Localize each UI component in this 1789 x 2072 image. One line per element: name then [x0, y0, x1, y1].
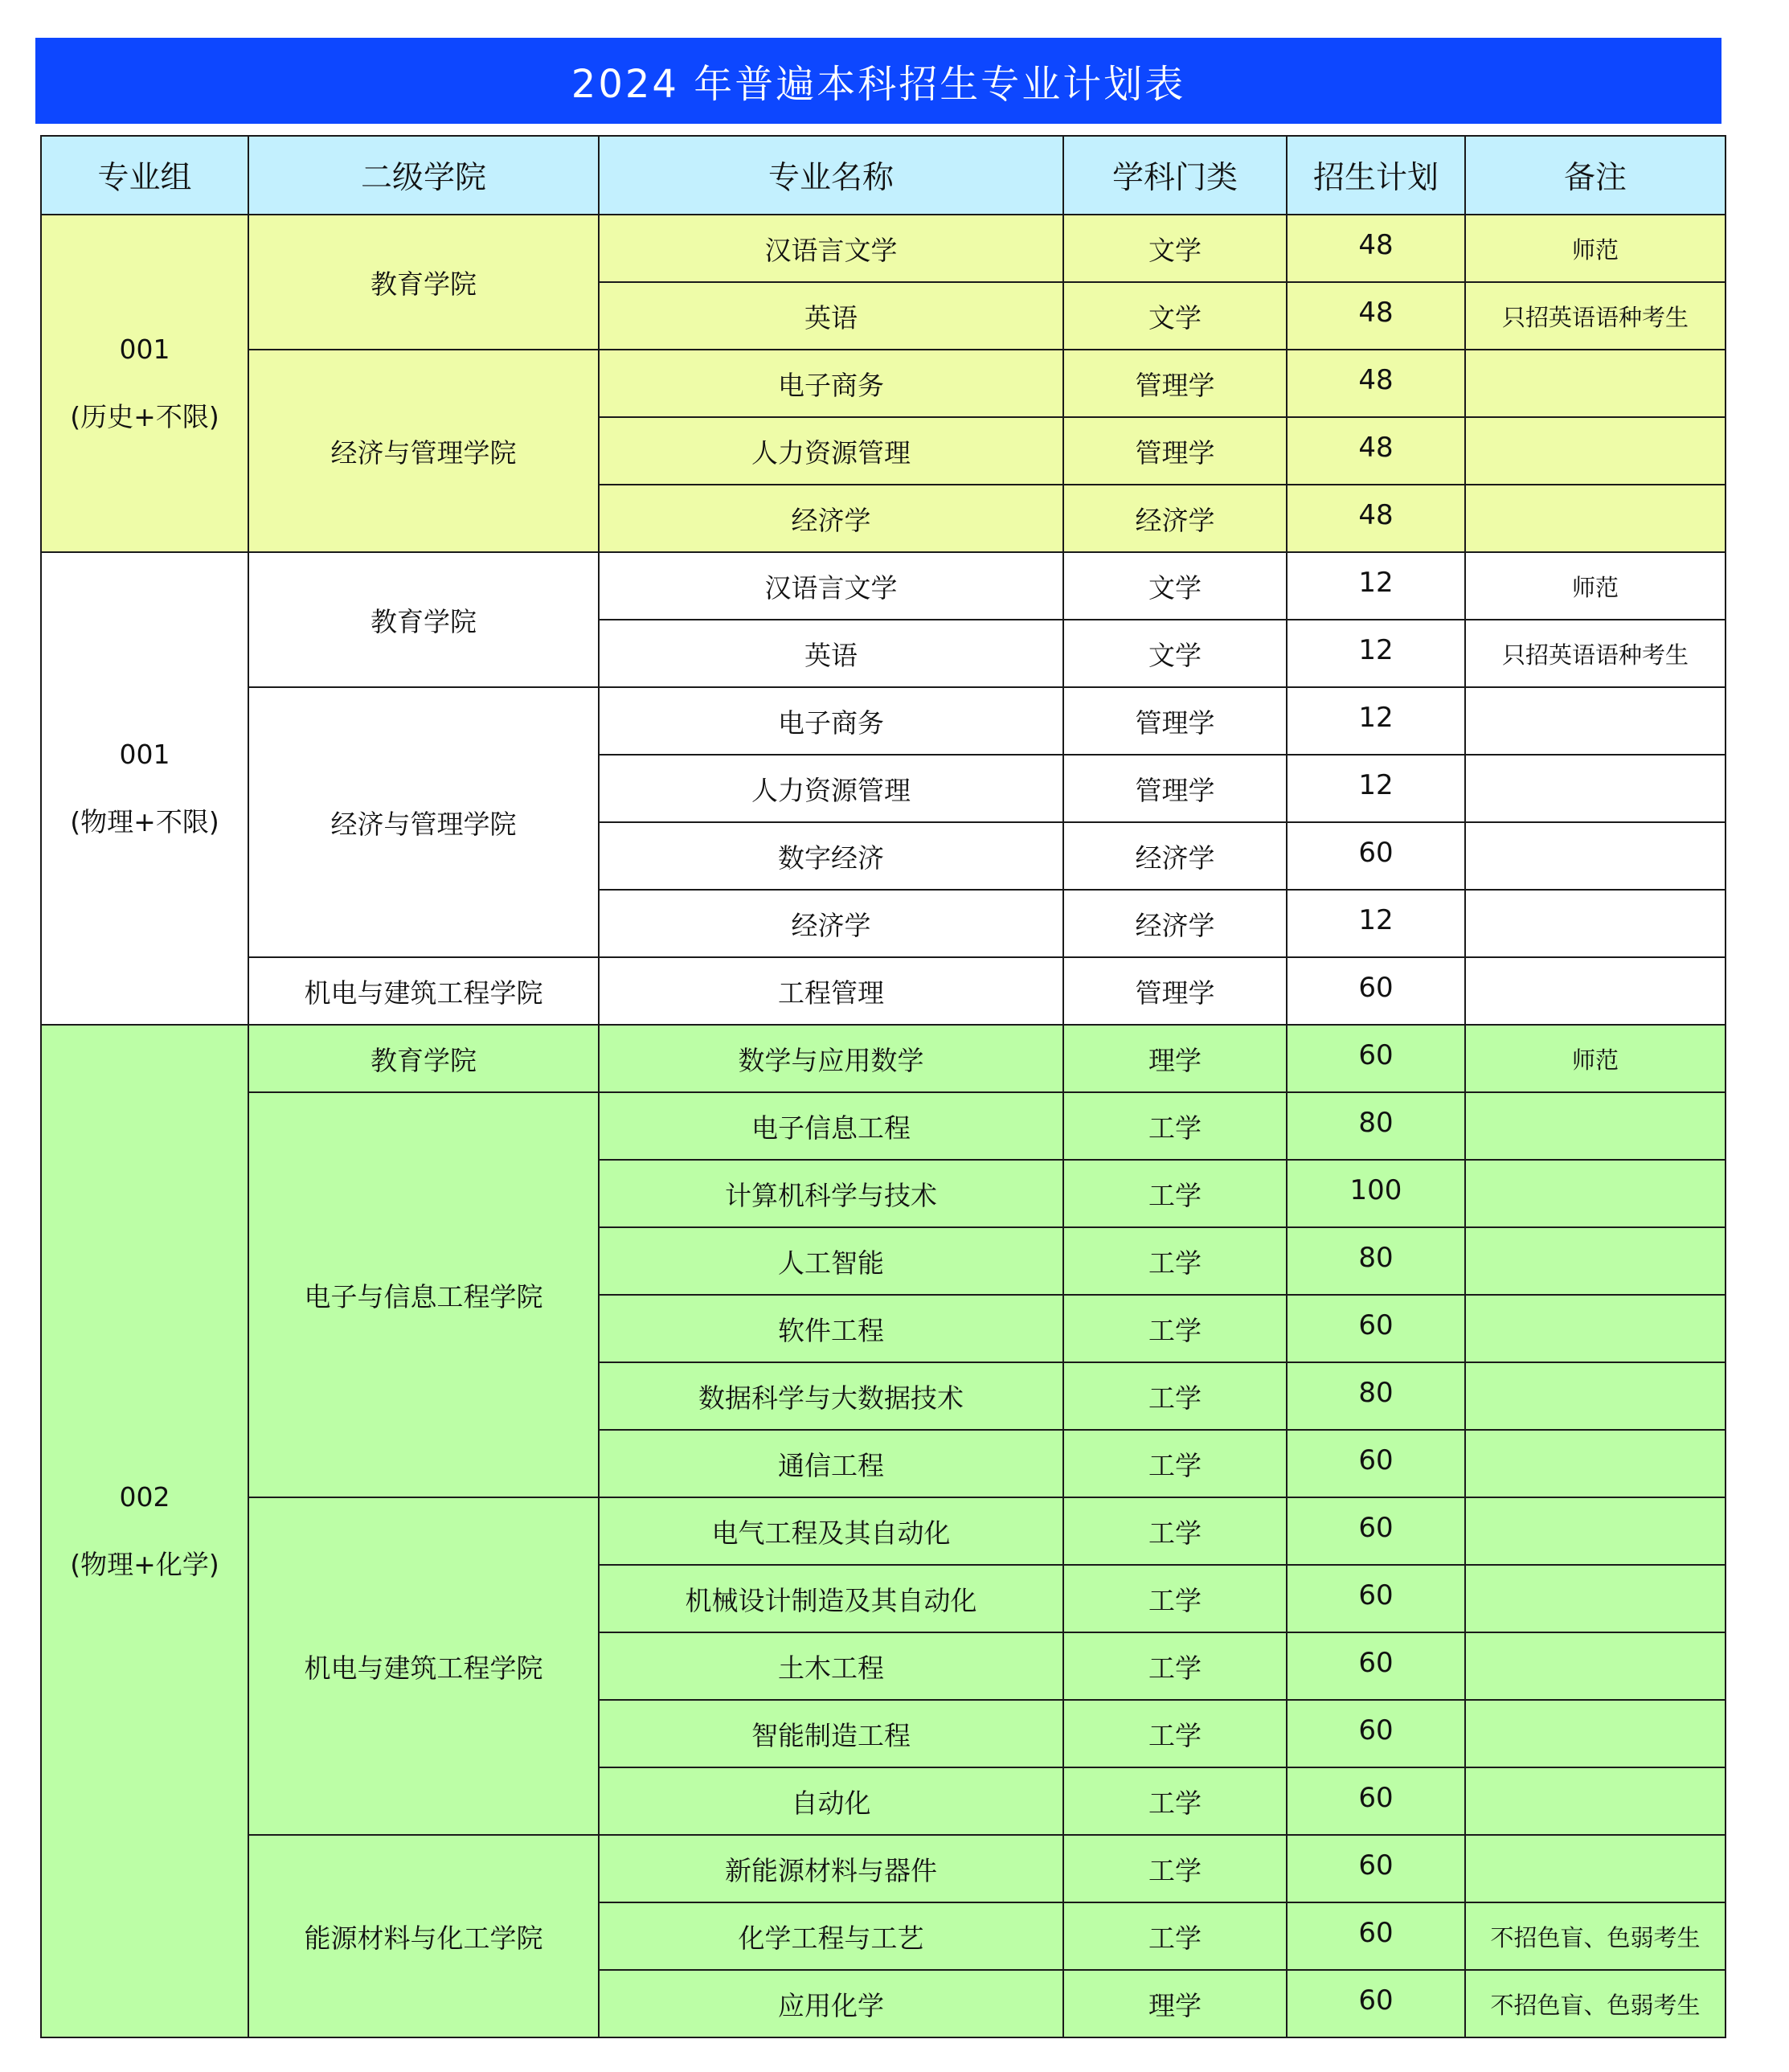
plan-count-cell: 60: [1287, 1700, 1465, 1767]
note-cell: 师范: [1465, 215, 1726, 282]
major-name-cell: 智能制造工程: [599, 1700, 1063, 1767]
note-cell: [1465, 822, 1726, 890]
plan-count-cell: 60: [1287, 1565, 1465, 1632]
category-cell: 管理学: [1063, 417, 1287, 485]
table-header-row: [41, 136, 1726, 215]
plan-count-cell: 12: [1287, 687, 1465, 755]
category-cell: 工学: [1063, 1632, 1287, 1700]
major-name-cell: 英语: [599, 282, 1063, 350]
table-row: [41, 350, 1726, 417]
major-name-cell: 通信工程: [599, 1430, 1063, 1497]
header-major: 专业名称: [599, 136, 1063, 215]
plan-count-cell: 60: [1287, 1295, 1465, 1362]
plan-count-cell: 60: [1287, 1970, 1465, 2037]
plan-count-cell: 80: [1287, 1092, 1465, 1160]
college-cell: 教育学院: [248, 215, 599, 350]
group-subjects: (物理+不限): [70, 806, 219, 837]
category-cell: 工学: [1063, 1160, 1287, 1227]
note-cell: [1465, 1295, 1726, 1362]
group-subjects: (物理+化学): [70, 1549, 219, 1580]
table-row: [41, 687, 1726, 755]
plan-count-cell: 48: [1287, 485, 1465, 552]
category-cell: 工学: [1063, 1835, 1287, 1902]
note-cell: 师范: [1465, 552, 1726, 620]
category-cell: 文学: [1063, 215, 1287, 282]
college-cell: 经济与管理学院: [248, 350, 599, 552]
category-cell: 经济学: [1063, 822, 1287, 890]
plan-count-cell: 60: [1287, 822, 1465, 890]
plan-count-cell: 100: [1287, 1160, 1465, 1227]
group-cell: [41, 552, 248, 1025]
major-name-cell: 汉语言文学: [599, 215, 1063, 282]
major-name-cell: 机械设计制造及其自动化: [599, 1565, 1063, 1632]
category-cell: 经济学: [1063, 890, 1287, 957]
plan-count-cell: 60: [1287, 957, 1465, 1025]
major-name-cell: 应用化学: [599, 1970, 1063, 2037]
major-name-cell: 人力资源管理: [599, 417, 1063, 485]
group-code: 001: [119, 334, 170, 365]
group-code: 002: [119, 1481, 170, 1513]
table-row: [41, 1025, 1726, 1092]
category-cell: 文学: [1063, 620, 1287, 687]
college-cell: 能源材料与化工学院: [248, 1835, 599, 2037]
major-name-cell: 新能源材料与器件: [599, 1835, 1063, 1902]
category-cell: 理学: [1063, 1970, 1287, 2037]
plan-count-cell: 60: [1287, 1025, 1465, 1092]
header-note: 备注: [1465, 136, 1726, 215]
major-name-cell: 数据科学与大数据技术: [599, 1362, 1063, 1430]
note-cell: [1465, 687, 1726, 755]
plan-count-cell: 60: [1287, 1497, 1465, 1565]
group-cell: [41, 215, 248, 552]
category-cell: 工学: [1063, 1092, 1287, 1160]
major-name-cell: 电子商务: [599, 350, 1063, 417]
header-group: 专业组: [41, 136, 248, 215]
college-cell: 机电与建筑工程学院: [248, 957, 599, 1025]
group-subjects: (历史+不限): [70, 401, 219, 432]
major-name-cell: 人力资源管理: [599, 755, 1063, 822]
major-name-cell: 土木工程: [599, 1632, 1063, 1700]
category-cell: 经济学: [1063, 485, 1287, 552]
major-name-cell: 英语: [599, 620, 1063, 687]
category-cell: 文学: [1063, 552, 1287, 620]
group-code: 001: [119, 739, 170, 770]
major-name-cell: 计算机科学与技术: [599, 1160, 1063, 1227]
college-cell: 电子与信息工程学院: [248, 1092, 599, 1497]
major-name-cell: 软件工程: [599, 1295, 1063, 1362]
plan-count-cell: 48: [1287, 417, 1465, 485]
note-cell: 不招色盲、色弱考生: [1465, 1970, 1726, 2037]
category-cell: 管理学: [1063, 957, 1287, 1025]
plan-count-cell: 80: [1287, 1362, 1465, 1430]
plan-count-cell: 12: [1287, 890, 1465, 957]
page-title: 2024 年普遍本科招生专业计划表: [571, 62, 1186, 107]
major-name-cell: 人工智能: [599, 1227, 1063, 1295]
category-cell: 工学: [1063, 1227, 1287, 1295]
note-cell: [1465, 417, 1726, 485]
note-cell: 师范: [1465, 1025, 1726, 1092]
major-name-cell: 电子信息工程: [599, 1092, 1063, 1160]
note-cell: [1465, 1835, 1726, 1902]
table-row: [41, 1835, 1726, 1902]
note-cell: [1465, 350, 1726, 417]
table-row: [41, 552, 1726, 620]
note-cell: 只招英语语种考生: [1465, 282, 1726, 350]
note-cell: [1465, 957, 1726, 1025]
plan-count-cell: 12: [1287, 755, 1465, 822]
major-name-cell: 经济学: [599, 890, 1063, 957]
note-cell: [1465, 1700, 1726, 1767]
plan-count-cell: 12: [1287, 552, 1465, 620]
major-name-cell: 工程管理: [599, 957, 1063, 1025]
major-name-cell: 汉语言文学: [599, 552, 1063, 620]
major-name-cell: 数学与应用数学: [599, 1025, 1063, 1092]
table-row: [41, 1497, 1726, 1565]
plan-count-cell: 60: [1287, 1767, 1465, 1835]
major-name-cell: 电子商务: [599, 687, 1063, 755]
category-cell: 工学: [1063, 1700, 1287, 1767]
plan-count-cell: 80: [1287, 1227, 1465, 1295]
plan-count-cell: 48: [1287, 350, 1465, 417]
plan-count-cell: 12: [1287, 620, 1465, 687]
note-cell: [1465, 1565, 1726, 1632]
table-row: [41, 1092, 1726, 1160]
college-cell: 教育学院: [248, 1025, 599, 1092]
group-cell: [41, 1025, 248, 2037]
note-cell: 只招英语语种考生: [1465, 620, 1726, 687]
category-cell: 管理学: [1063, 350, 1287, 417]
enrollment-plan-table: [40, 135, 1726, 2038]
category-cell: 工学: [1063, 1430, 1287, 1497]
title-bar: [35, 38, 1721, 124]
header-category: 学科门类: [1063, 136, 1287, 215]
table-row: [41, 215, 1726, 282]
note-cell: [1465, 1227, 1726, 1295]
note-cell: [1465, 1160, 1726, 1227]
category-cell: 工学: [1063, 1767, 1287, 1835]
category-cell: 工学: [1063, 1497, 1287, 1565]
note-cell: [1465, 1092, 1726, 1160]
note-cell: [1465, 485, 1726, 552]
note-cell: [1465, 1362, 1726, 1430]
major-name-cell: 经济学: [599, 485, 1063, 552]
note-cell: [1465, 1497, 1726, 1565]
plan-count-cell: 60: [1287, 1430, 1465, 1497]
major-name-cell: 数字经济: [599, 822, 1063, 890]
category-cell: 工学: [1063, 1902, 1287, 1970]
category-cell: 管理学: [1063, 755, 1287, 822]
plan-count-cell: 48: [1287, 282, 1465, 350]
college-cell: 教育学院: [248, 552, 599, 687]
college-cell: 经济与管理学院: [248, 687, 599, 957]
category-cell: 理学: [1063, 1025, 1287, 1092]
note-cell: [1465, 1632, 1726, 1700]
table-row: [41, 957, 1726, 1025]
note-cell: [1465, 1430, 1726, 1497]
header-college: 二级学院: [248, 136, 599, 215]
category-cell: 工学: [1063, 1362, 1287, 1430]
category-cell: 管理学: [1063, 687, 1287, 755]
note-cell: [1465, 890, 1726, 957]
category-cell: 文学: [1063, 282, 1287, 350]
plan-count-cell: 60: [1287, 1632, 1465, 1700]
plan-count-cell: 60: [1287, 1835, 1465, 1902]
major-name-cell: 自动化: [599, 1767, 1063, 1835]
note-cell: 不招色盲、色弱考生: [1465, 1902, 1726, 1970]
major-name-cell: 电气工程及其自动化: [599, 1497, 1063, 1565]
note-cell: [1465, 755, 1726, 822]
plan-count-cell: 48: [1287, 215, 1465, 282]
plan-count-cell: 60: [1287, 1902, 1465, 1970]
category-cell: 工学: [1063, 1295, 1287, 1362]
major-name-cell: 化学工程与工艺: [599, 1902, 1063, 1970]
category-cell: 工学: [1063, 1565, 1287, 1632]
header-plan: 招生计划: [1287, 136, 1465, 215]
table-body: [41, 215, 1726, 2037]
note-cell: [1465, 1767, 1726, 1835]
college-cell: 机电与建筑工程学院: [248, 1497, 599, 1835]
